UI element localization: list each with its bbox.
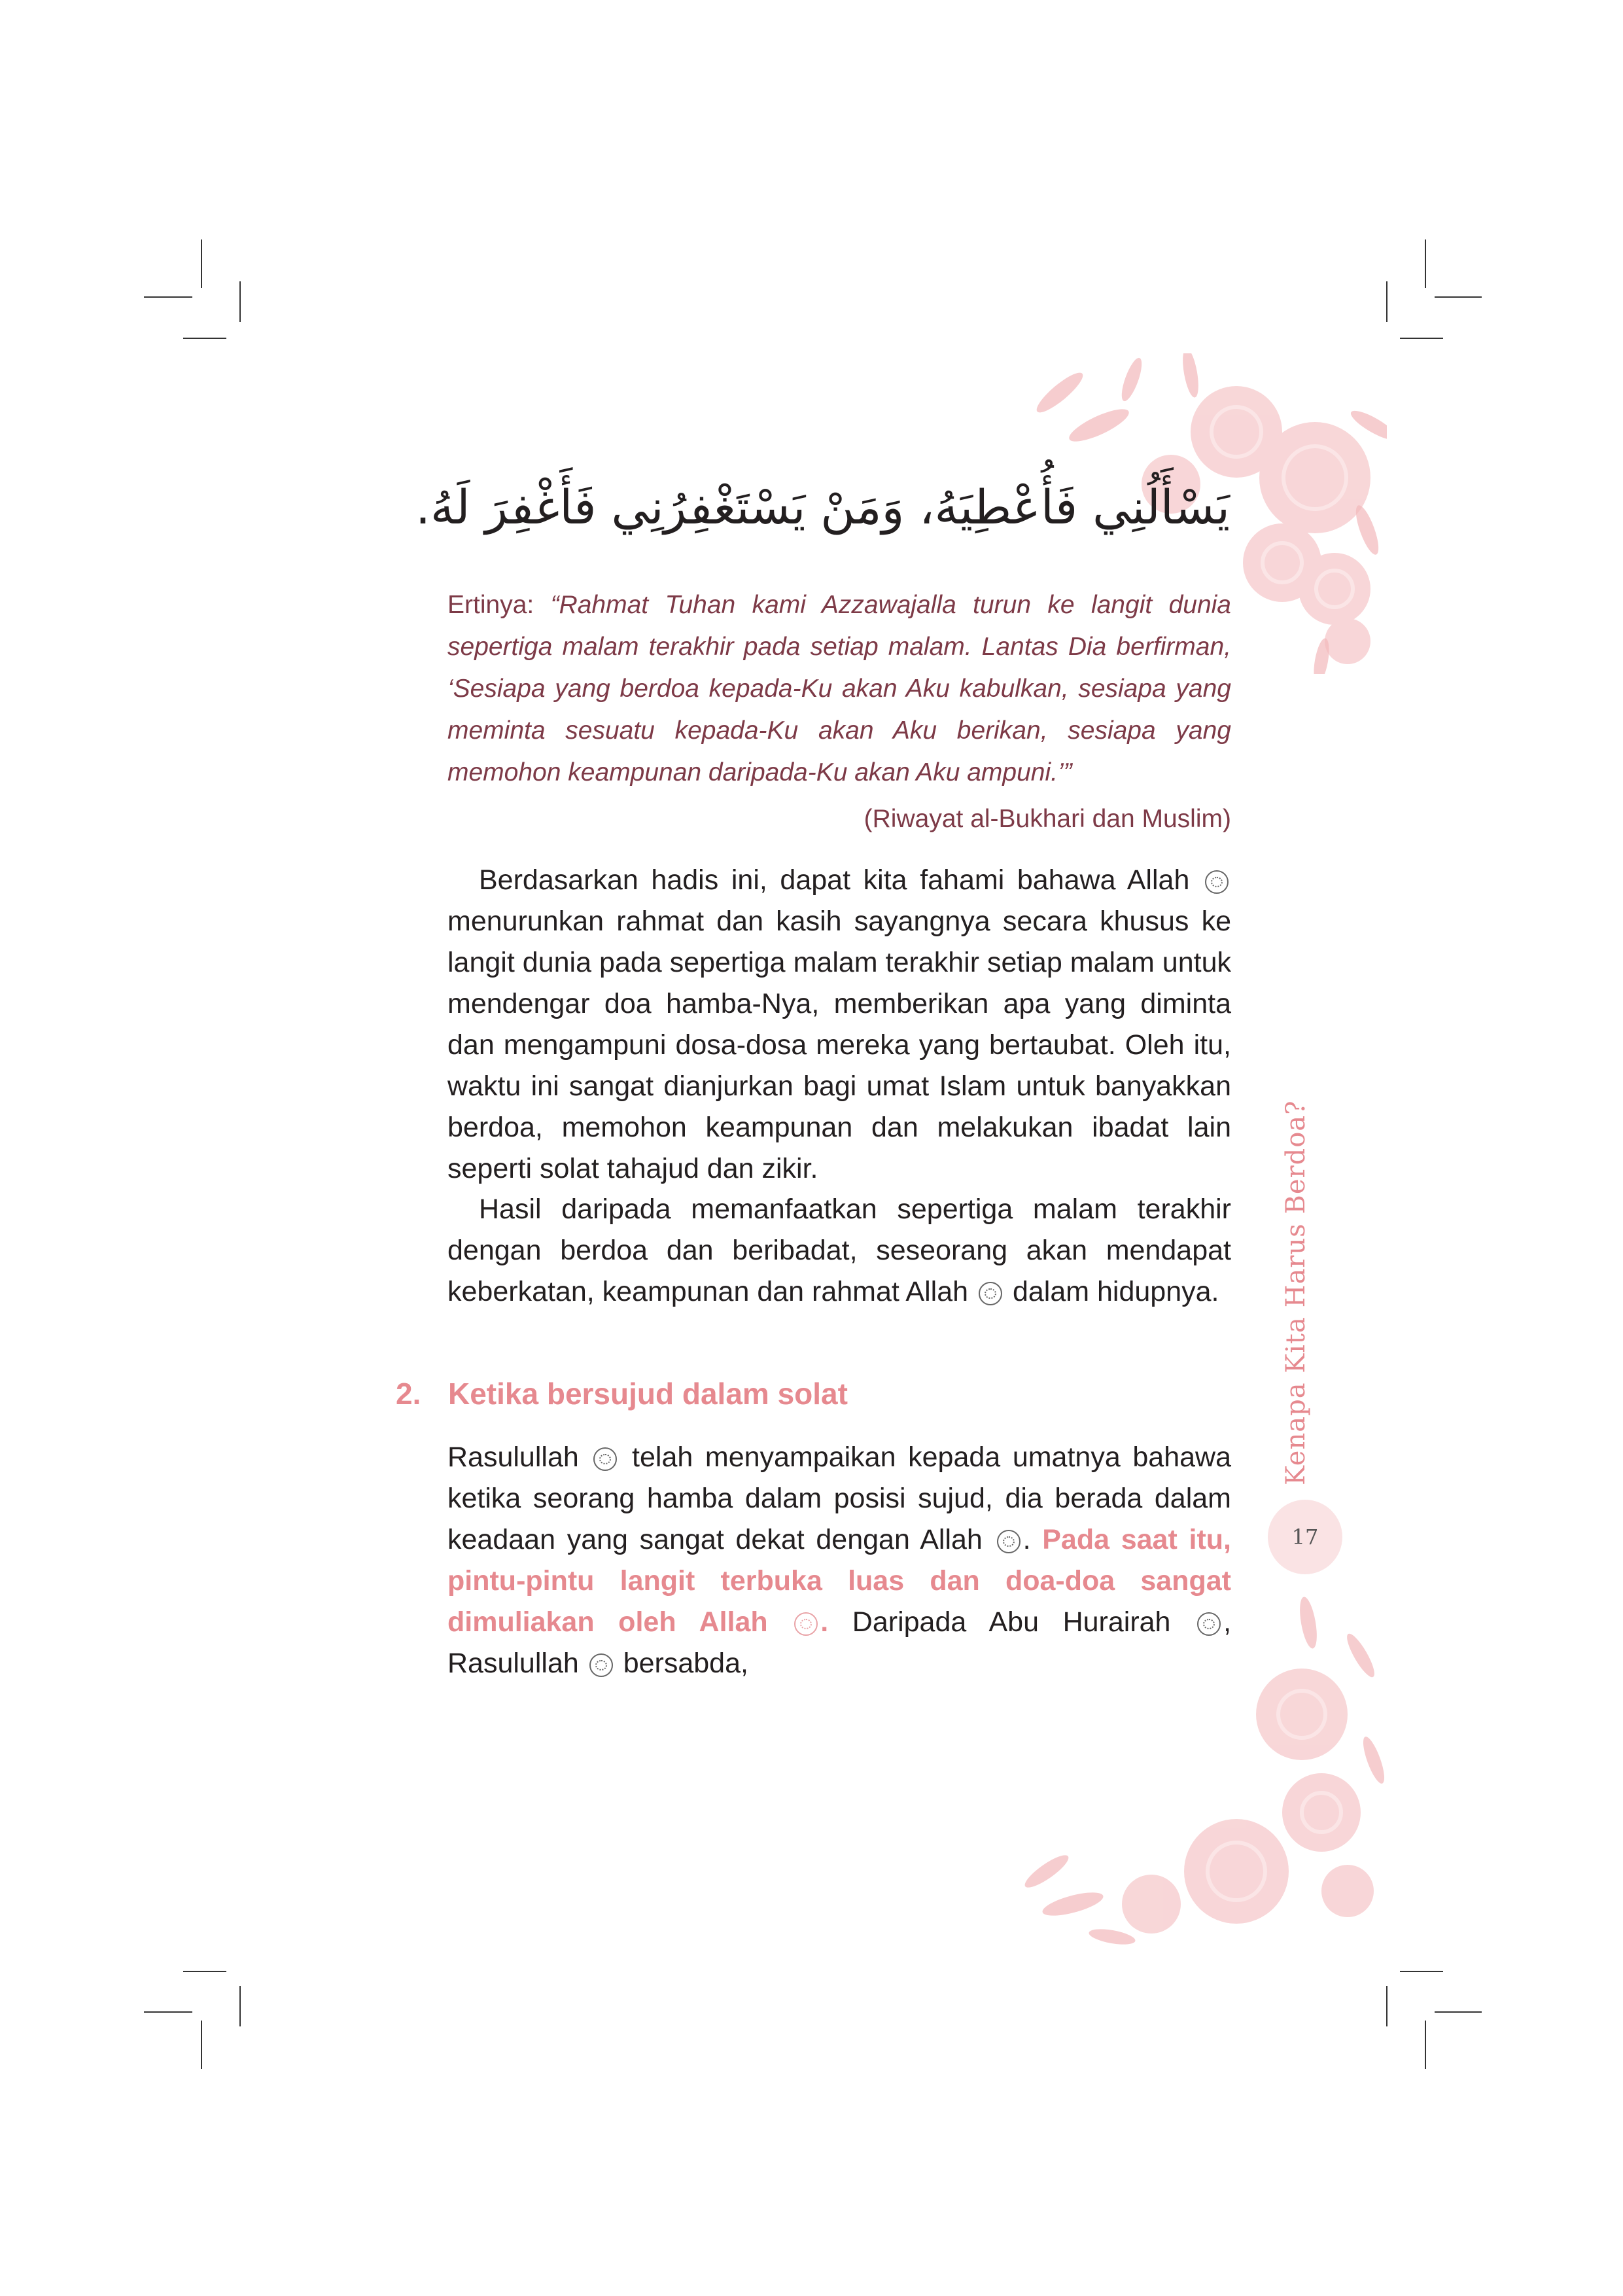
paragraph-3-part-e: , Rasulullah [447,1606,1232,1679]
honorific-icon [997,1530,1021,1553]
honorific-icon [979,1282,1002,1305]
crop-mark [1425,2021,1426,2069]
crop-mark [183,338,226,339]
paragraph-3-part-b: telah menyampaikan kepada umatnya bahawa ketika seorang hamba dalam posisi sujud, dia berada dalam keadaan yang sangat dekat dengan Allah [447,1441,1231,1555]
crop-mark [1425,239,1426,288]
section-heading [396,1374,848,1413]
honorific-icon [794,1612,818,1636]
paragraph-2-part-a: Hasil daripada memanfaatkan sepertiga malam terakhir dengan berdoa dan beribadat, seseorang akan mendapat keberkatan, keampunan dan rahmat Allah [447,1193,1231,1307]
translation-lead: Ertinya: [447,591,551,619]
highlighted-text: Pada saat itu, pintu-pintu langit terbuka luas dan doa-doa sangat dimuliakan oleh Allah [447,1524,1231,1638]
translation-quote: “Rahmat Tuhan kami Azzawajalla turun ke langit dunia sepertiga malam terakhir pada setiap malam. Lantas Dia berfirman, ‘Sesiapa yang berdoa kepada-Ku akan Aku kabulkan, sesiapa yang meminta sesuatu kepada-Ku akan Aku berikan, sesiapa yang memohon keampunan daripada-Ku akan Aku ampuni.’” [447,591,1231,786]
honorific-icon [589,1653,613,1677]
crop-mark [183,1971,226,1972]
paragraph-3-part-f: bersabda, [623,1648,748,1679]
section-title: Ketika bersujud dalam solat [448,1377,848,1411]
arabic-hadith-line: يَسْأَلُنِي فَأُعْطِيَهُ، وَمَنْ يَسْتَغْفِرُنِي فَأَغْفِرَ لَهُ. [415,480,1230,535]
crop-mark [1435,2011,1482,2013]
highlighted-text-end: . [820,1606,829,1638]
paragraph-1-part-b: menurunkan rahmat dan kasih sayangnya secara khusus ke langit dunia pada sepertiga malam terakhir setiap malam untuk mendengar doa hamba-Nya, memberikan apa yang diminta dan mengampuni dosa-dosa mereka yang bertaubat. Oleh itu, waktu ini sangat dianjurkan bagi umat Islam untuk banyakkan berdoa, memohon keampunan dan melakukan ibadat lain seperti solat tahajud dan zikir. [447,906,1231,1184]
honorific-icon [1197,1612,1221,1636]
hadith-source: (Riwayat al-Bukhari dan Muslim) [864,805,1231,833]
honorific-icon [593,1447,617,1471]
page-number: 17 [1268,1500,1342,1574]
crop-mark [239,281,241,322]
paragraph-3-part-c: . [1022,1524,1031,1555]
running-title-text: Kenapa Kita Harus Berdoa? [1281,1100,1311,1485]
paragraph-3-part-d: Daripada Abu Hurairah [852,1606,1171,1638]
crop-mark [1435,296,1482,298]
paragraph-2 [447,1189,1231,1313]
section-number: 2. [396,1377,421,1411]
crop-mark [1400,338,1443,339]
crop-mark [239,1986,241,2026]
crop-mark [201,2021,202,2069]
paragraph-3-part-a: Rasulullah [447,1441,579,1473]
paragraph-2-part-b: dalam hidupnya. [1012,1276,1219,1307]
crop-mark [201,239,202,288]
hadith-translation [447,584,1231,794]
crop-mark [1400,1971,1443,1972]
crop-mark [1386,1986,1387,2026]
crop-mark [1386,281,1387,322]
paragraph-1-part-a: Berdasarkan hadis ini, dapat kita fahami bahawa Allah [479,864,1190,896]
paragraph-1 [447,860,1231,1190]
crop-mark [144,2011,192,2013]
paragraph-3 [447,1437,1231,1684]
crop-mark [144,296,192,298]
honorific-icon [1205,870,1229,894]
